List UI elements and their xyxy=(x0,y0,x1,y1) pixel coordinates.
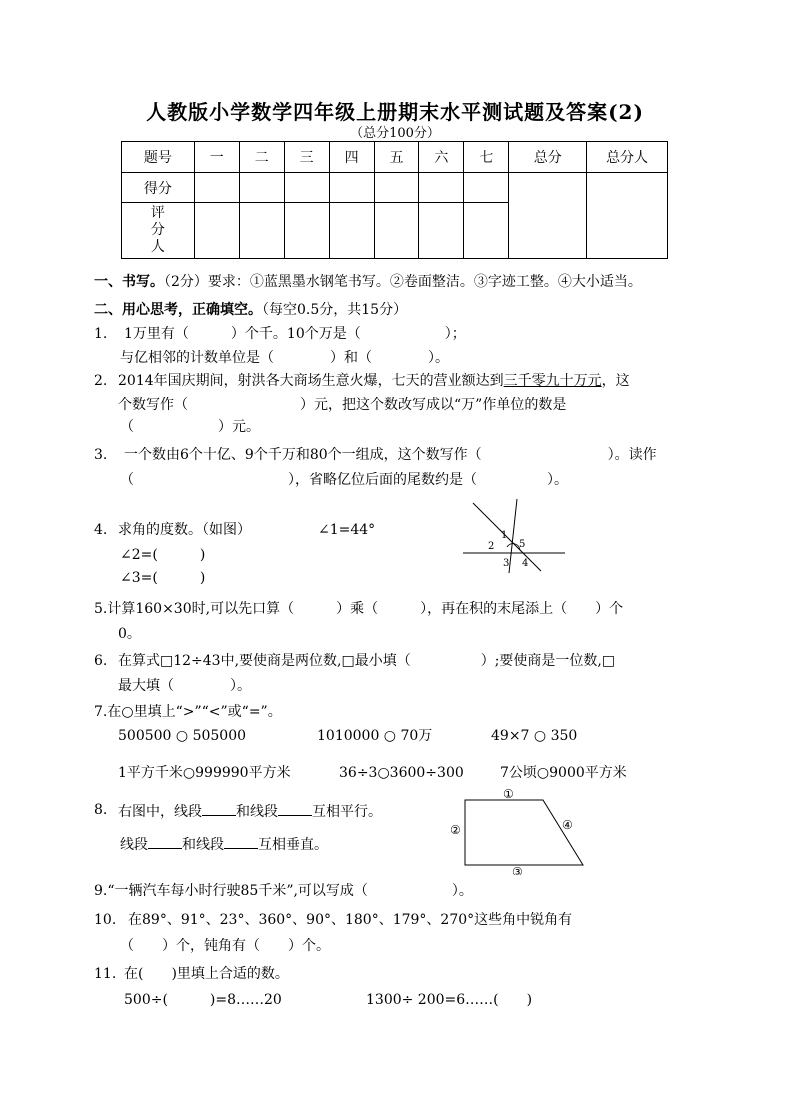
score-row xyxy=(122,173,668,203)
grader-cell[interactable] xyxy=(194,203,239,259)
score-cell[interactable] xyxy=(194,173,239,203)
grader-cell[interactable] xyxy=(464,203,509,259)
q6-number: 6. xyxy=(94,653,108,669)
score-row-label: 得分 xyxy=(122,173,195,203)
score-cell[interactable] xyxy=(419,173,464,203)
table-header-cell: 五 xyxy=(374,142,419,173)
table-header-cell: 二 xyxy=(239,142,284,173)
score-cell[interactable] xyxy=(284,173,329,203)
angle-label-1: 1 xyxy=(501,530,508,541)
segment-label-1: ① xyxy=(503,787,514,801)
q2-line-2: 个数写作（ ）元，把这个数改写成以“万”作单位的数是 xyxy=(118,397,567,413)
q9-line: 9.“一辆汽车每小时行驶85千米”,可以写成（ ）。 xyxy=(94,883,473,899)
q7-r1-a: 500500 ○ 505000 xyxy=(118,728,247,744)
q7-r2-c: 7公顷○9000平方米 xyxy=(500,765,627,781)
grader-row-label: 评 分 人 xyxy=(122,203,195,259)
q3-line-2: （ ），省略亿位后面的尾数约是（ ）。 xyxy=(120,472,568,488)
q4-given-angle: ∠1=44° xyxy=(318,522,376,538)
q11-number: 11. xyxy=(94,966,117,982)
q10-number: 10. xyxy=(94,912,117,928)
total-score-note: （总分100分） xyxy=(350,126,440,141)
grader-cell[interactable] xyxy=(374,203,419,259)
answer-blank[interactable] xyxy=(148,834,182,849)
table-header-cell: 七 xyxy=(464,142,509,173)
grader-cell[interactable] xyxy=(329,203,374,259)
answer-blank[interactable] xyxy=(224,834,258,849)
table-header-cell: 一 xyxy=(194,142,239,173)
compare-circle-icon[interactable]: ○ xyxy=(536,765,550,781)
angle-label-2: 2 xyxy=(488,541,495,552)
q11-expr-2: 1300÷ 200=6……( ) xyxy=(366,992,533,1008)
q7-r1-c: 49×7 ○ 350 xyxy=(491,728,578,744)
page-title: 人教版小学数学四年级上册期末水平测试题及答案(2) xyxy=(146,100,644,124)
q7-r1-b: 1010000 ○ 70万 xyxy=(317,728,433,744)
total-score-cell[interactable] xyxy=(509,173,587,259)
compare-circle-icon[interactable]: ○ xyxy=(171,728,193,744)
table-header-cell: 总分 xyxy=(509,142,587,173)
total-grader-cell[interactable] xyxy=(587,173,668,259)
grader-cell[interactable] xyxy=(284,203,329,259)
q3-line-1: 一个数由6个十亿、9个千万和80个一组成，这个数写作（ ）。读作 xyxy=(124,447,657,463)
q2-number: 2. xyxy=(94,373,108,389)
table-header-row xyxy=(122,142,668,173)
score-table xyxy=(121,141,668,259)
compare-circle-icon[interactable]: ○ xyxy=(529,728,551,744)
q7-title: 7.在○里填上“>”“<”或“=”。 xyxy=(94,704,282,720)
angle-label-3: 3 xyxy=(503,558,510,569)
angle-label-4: 4 xyxy=(522,558,529,569)
trapezoid-figure xyxy=(445,785,595,875)
table-header-cell: 六 xyxy=(419,142,464,173)
compare-circle-icon[interactable]: ○ xyxy=(379,728,401,744)
q2-line-3: （ ）元。 xyxy=(120,419,260,435)
q6-line-2: 最大填（ ）。 xyxy=(118,678,251,694)
section-1: 一、书写。（2分）要求：①蓝黑墨水钢笔书写。②卷面整洁。③字迹工整。④大小适当。 xyxy=(94,274,642,290)
q8-line-1: 右图中，线段 和线段 互相平行。 xyxy=(118,801,382,821)
q11-expr-1: 500÷( )=8……20 xyxy=(124,992,282,1008)
q3-number: 3. xyxy=(94,447,108,463)
score-cell[interactable] xyxy=(239,173,284,203)
q4-angle-3: ∠3=( ) xyxy=(120,570,206,586)
q1-line-2: 与亿相邻的计数单位是（ ）和（ ）。 xyxy=(120,350,449,366)
q1-number: 1. xyxy=(94,326,108,342)
score-cell[interactable] xyxy=(329,173,374,203)
segment-label-4: ④ xyxy=(562,818,573,832)
table-header-cell: 三 xyxy=(284,142,329,173)
grader-cell[interactable] xyxy=(239,203,284,259)
q7-r2-a: 1平方千米○999990平方米 xyxy=(118,765,291,781)
answer-blank[interactable] xyxy=(278,801,312,816)
segment-label-3: ③ xyxy=(512,865,523,875)
intersecting-lines-figure xyxy=(455,495,585,575)
score-cell[interactable] xyxy=(464,173,509,203)
table-header-cell: 题号 xyxy=(122,142,195,173)
segment-label-2: ② xyxy=(450,823,461,837)
q11-prompt: 在( )里填上合适的数。 xyxy=(124,966,289,982)
compare-circle-icon[interactable]: ○ xyxy=(377,765,390,781)
q5-line-2: 0。 xyxy=(118,626,141,642)
q6-line-1: 在算式□12÷43中,要使商是两位数,□最小填（ ）;要使商是一位数,□ xyxy=(118,653,616,669)
q1-line-1: 1万里有（ ）个千。10个万是（ ）； xyxy=(124,326,466,342)
table-header-cell: 四 xyxy=(329,142,374,173)
score-cell[interactable] xyxy=(374,173,419,203)
q4-angle-2: ∠2=( ) xyxy=(120,547,206,563)
q4-number: 4. xyxy=(94,522,108,538)
angle-label-5: 5 xyxy=(519,539,526,550)
q2-line-1: 2014年国庆期间，射洪各大商场生意火爆，七天的营业额达到三千零九十万元，这 xyxy=(118,373,630,389)
q10-line-1: 在89°、91°、23°、360°、90°、180°、179°、270°这些角中锐角有 xyxy=(128,912,573,928)
compare-circle-icon[interactable]: ○ xyxy=(182,765,196,781)
q8-number: 8. xyxy=(94,802,108,818)
q8-line-2: 线段 和线段 互相垂直。 xyxy=(120,834,328,854)
answer-blank[interactable] xyxy=(202,801,236,816)
underlined-amount: 三千零九十万元 xyxy=(503,373,602,389)
q5-line-1: 5.计算160×30时,可以先口算（ ）乘（ ），再在积的末尾添上（ ）个 xyxy=(94,601,624,617)
table-header-cell: 总分人 xyxy=(587,142,668,173)
q10-line-2: （ ）个，钝角有（ ）个。 xyxy=(120,938,330,954)
section-2: 二、用心思考，正确填空。（每空0.5分，共15分） xyxy=(94,302,408,318)
grader-cell[interactable] xyxy=(419,203,464,259)
q4-prompt: 求角的度数。（如图） xyxy=(118,522,251,538)
q7-r2-b: 36÷3○3600÷300 xyxy=(339,765,464,781)
